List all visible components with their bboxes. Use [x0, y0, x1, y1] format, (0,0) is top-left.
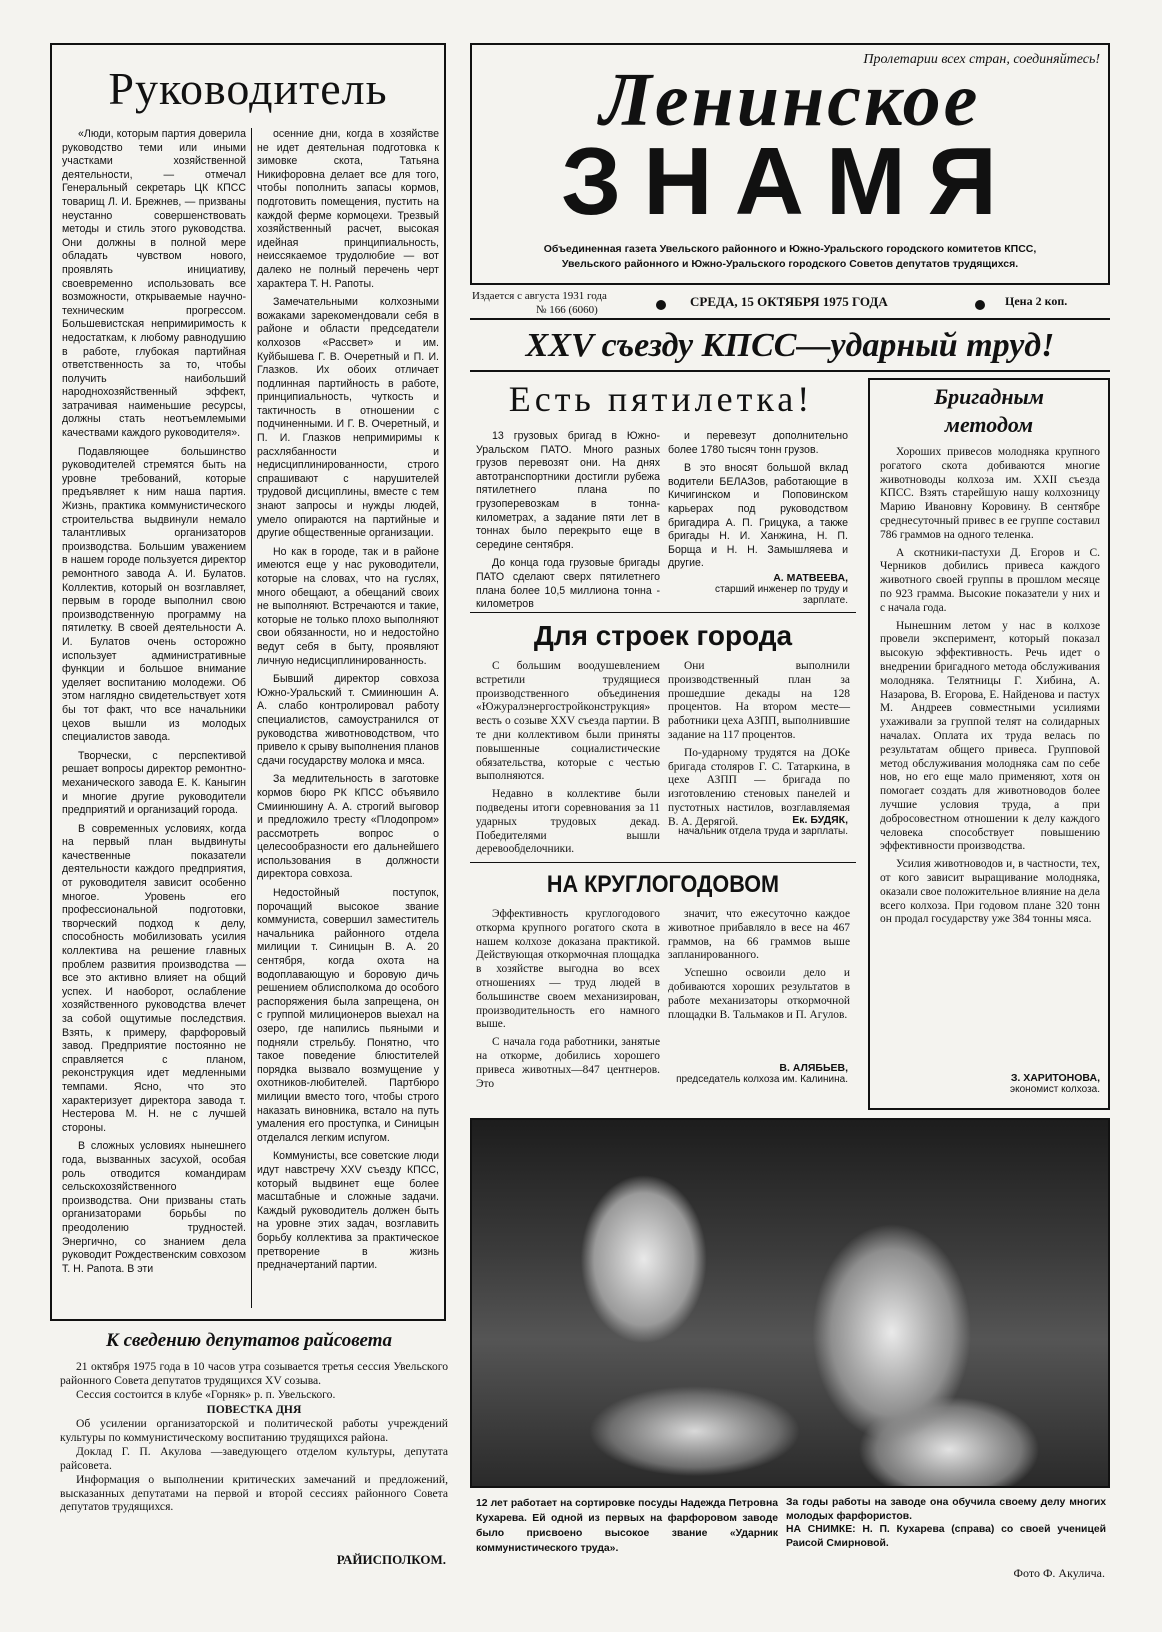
five-year-signature — [668, 572, 848, 606]
leader-paragraph: Коммунисты, все советские люди идут навстречу XXV съезду КПСС, который выдвинет еще более масштабные и сложные задачи. Каждый руководитель должен быть на уровне этих задач, возглавить борьбу коллектива за практическое претворение в жизнь предначертаний партии. — [257, 1150, 439, 1272]
yearround-column-2 — [668, 908, 850, 1058]
banner-bottom-rule — [470, 370, 1110, 372]
author-role: старший инженер по труду и зарплате. — [715, 584, 848, 606]
author-name: Ек. БУДЯК, — [792, 814, 848, 826]
photo-caption-left: 12 лет работает на сортировке посуды Надежда Петровна Кухарева. Ей одной из первых на фарфоровом заводе было присвоено высокое звание «Ударник коммунистического труда». — [476, 1498, 778, 1554]
masthead-bottom-rule — [470, 318, 1110, 320]
brigade-body — [880, 446, 1100, 1068]
city-column-1 — [476, 660, 660, 860]
author-role: экономист колхоза. — [1010, 1084, 1100, 1095]
five-year-paragraph: 13 грузовых бригад в Южно-Уральском ПАТО. Много разных грузов перевозят они. На днях автотранспортники достигли рубежа пятилетнего плана по грузоперевозкам в тонна-километрах, а задание пяти лет в тоннах было перекрыто еще в середине сентября. — [476, 430, 660, 551]
masthead-subtitle-1: Объединенная газета Увельского районного и Южно-Уральского городского комитетов КПСС, — [543, 243, 1037, 255]
yearround-column-1 — [476, 908, 660, 1094]
deputies-title: К сведению депутатов райсовета — [105, 1330, 393, 1351]
leader-paragraph: Замечательными колхозными вожаками зарекомендовали себя в районе и области председатели колхозов «Рассвет» и им. Куйбышева Г. В. Очеретный и П. И. Глазков. Их обоих отличает подлинная партийность в работе, принципиальность, чуткость и тактичность в отношении с подчиненными. И Г. В. Очеретный, и П. И. Глазков непримиримы к расхлябанности и недисциплинированности, строго спрашивают с нарушителей трудовой дисциплины, вместе с тем знают запросы и нужды людей, умело опираются на партийные и другие общественные организации. — [257, 296, 439, 540]
five-year-paragraph: и перевезут дополнительно более 1780 тысяч тонн грузов. — [668, 430, 848, 456]
yearround-signature — [668, 1062, 848, 1085]
photo-caption-note: НА СНИМКЕ: Н. П. Кухарева (справа) со своей ученицей Раисой Смирновой. — [786, 1524, 1106, 1549]
leader-paragraph: Недостойный поступок, порочащий высокое звание коммуниста, совершил заместитель начальника районного отдела милиции т. Синицын В. А. 20 сентября, когда охота на водоплавающую и боровую дичь решением облисполкома до особого распоряжения была запрещена, он с группой милиционеров выехал на озеро, где напились пьяными и подняли стрельбу. Понятно, что такое поведение блюстителей порядка вызвало возмущение у охотников-любителей. Партбюро милиции вместо того, чтобы строго наказать виновника, встало на путь умаления его проступка, и Синицын отделался легким испугом. — [257, 887, 439, 1144]
leader-column-divider — [251, 128, 252, 1308]
leader-paragraph: В современных условиях, когда на первый план выдвинуты качественные показатели деятельности каждого предприятия, от руководителя зависит особенно многое. Уровень его профессиональной подготовки, творческий подход к делу, способность мобилизовать усилия коллектива на решение главных проблем развития производства — все это активно влияет на общий успех. И наоборот, ослабление хозяйственного руководства влечет за собой ощутимые последствия. Взять, к примеру, фарфоровый завод. Предприятие постоянно не справляется с планом, реконструкция идет медленными темпами. Ясно, что это характеризует директора завода т. Нестерова М. Н. не с лучшей стороны. — [62, 822, 246, 1134]
five-year-column-1 — [476, 430, 660, 610]
deputies-agenda: ПОВЕСТКА ДНЯ — [206, 1402, 302, 1416]
city-title: Для строек города — [533, 620, 793, 651]
author-role: начальник отдела труда и зарплаты. — [678, 826, 848, 837]
deputies-paragraph: Сессия состоится в клубе «Горняк» р. п. Увельского. — [76, 1388, 336, 1401]
city-bottom-rule — [470, 862, 856, 863]
masthead-subtitle-2: Увельского районного и Южно-Уральского городского Советов депутатов трудящихся. — [561, 258, 1019, 270]
author-name: З. ХАРИТОНОВА, — [1010, 1072, 1100, 1084]
photo-caption-right — [786, 1496, 1106, 1566]
masthead-title-script: Ленинское — [599, 58, 981, 142]
issue-price: Цена 2 коп. — [1005, 294, 1068, 308]
five-year-title: Есть пятилетка! — [508, 379, 814, 419]
masthead-title-main: ЗНАМЯ — [561, 128, 1019, 235]
deputies-paragraph: 21 октября 1975 года в 10 часов утра созывается третья сессия Увельского районного Совета депутатов трудящихся XV созыва. — [60, 1360, 448, 1387]
brigade-title-1: Бригадным — [934, 384, 1044, 409]
leader-title: Руководитель — [108, 63, 388, 114]
five-year-column-2 — [668, 430, 848, 570]
brigade-paragraph: А скотники-пастухи Д. Егоров и С. Черников добились привеса каждого животного своей группы в прошлом месяце по 923 грамма. Высокие показатели у них и с начала года. — [880, 546, 1100, 614]
five-year-paragraph: До конца года грузовые бригады ПАТО сделают сверх пятилетнего плана более 10,5 миллиона тонна - километров — [476, 557, 660, 611]
photo-caption-text: За годы работы на заводе она обучила своему делу многих молодых фарфористов. — [786, 1497, 1106, 1522]
author-name: А. МАТВЕЕВА, — [773, 572, 848, 584]
yearround-title: НА КРУГЛОГОДОВОМ — [546, 871, 780, 898]
leader-paragraph: За медлительность в заготовке кормов бюро РК КПСС объявило Смиинюшину А. А. строгий выговор и предложило тресту «Плодопром» рассмотреть вопрос о целесообразности его дальнейшего использования в должности директора совхоза. — [257, 773, 439, 881]
masthead-motto: Пролетарии всех стран, соединяйтесь! — [863, 52, 1100, 67]
leader-column-2 — [257, 128, 439, 1314]
brigade-signature — [880, 1072, 1100, 1095]
deputies-paragraph: Доклад Г. П. Акулова —заведующего отделом культуры, депутата райсовета. — [60, 1445, 448, 1472]
city-signature — [668, 814, 848, 837]
bullet-dot — [656, 300, 666, 310]
author-name: В. АЛЯБЬЕВ, — [779, 1062, 848, 1074]
city-paragraph: Они выполнили производственный план за прошедшие декады на 128 процентов. На втором месте—работники цеха АЗПП, выполнившие задание на 117 процентов. — [668, 660, 850, 741]
city-paragraph: По-ударному трудятся на ДОКе бригада столяров Г. С. Татаркина, в цехе АЗПП — бригада по изготовлению стеновых панелей и пустотных настилов, возглавляемая В. А. Дерягой. — [668, 746, 850, 828]
banner-slogan: XXV съезду КПСС—ударный труд! — [525, 327, 1055, 364]
yearround-paragraph: значит, что ежесуточно каждое животное прибавляло в весе на 467 граммов, на 66 граммов выше запланированного. — [668, 908, 850, 962]
brigade-paragraph: Хороших привесов молодняка крупного рогатого скота добиваются многие животноводы колхоза им. XXII съезда КПСС. Взять старейшую нашу колхозницу Марию Ивановну Коровину. В сентябре среднесуточный привес в ее группе составил 786 граммов на одного теленка. — [880, 446, 1100, 541]
leader-paragraph: «Люди, которым партия доверила руководство теми или иными участками хозяйственной деятельности, — отмечал Генеральный секретарь ЦК КПСС товарищ Л. И. Брежнев, — призваны неустанно совершенствовать методы и стиль этого руководства. Они должны в полной мере обладать чувством нового, проявлять инициативу, своевременно использовать все возможности, открываемые научно-техническим прогрессом. Большевистская непримиримость к недостаткам, к любому равнодушию в работе, глубокая партийная ответственность за то, чтобы получить наибольший народнохозяйственный эффект, затрачивая наименьшие ресурсы, должны стать неотъемлемыми качествами каждого руководителя». — [62, 128, 246, 440]
leader-paragraph: осенние дни, когда в хозяйстве не идет деятельная подготовка к зимовке скота, Татьяна Никифоровна делает все для того, чтобы пополнить запасы кормов, подготовить помещения, пустить на каждой ферме кормоцехи. Трезвый хозяйственный расчет, высокая идейная принципиальность, неиссякаемое трудолюбие — вот далеко не полный перечень черт характера Т. Н. Рапоты. — [257, 128, 439, 290]
leader-paragraph: Подавляющее большинство руководителей стремятся быть на уровне требований, которые предъявляет к ним наша партия. Жизнь, практика коммунистического строительства выдвинули немало талантливых организаторов производства. Большим уважением в нашем городе пользуется директор ремонтного завода А. И. Булатов. Коллектив, который он возглавляет, первым в городе выполнил свою производственную программу на пятилетку. В своей деятельности А. И. Булатов очень осторожно использует административные функции и большое внимание уделяет воспитанию молодежи. Об этом наглядно свидетельствует хотя бы тот факт, что все начальники цехов вышли из молодых специалистов завода. — [62, 445, 246, 744]
issue-date: СРЕДА, 15 ОКТЯБРЯ 1975 ГОДА — [690, 294, 888, 309]
leader-column-1 — [62, 128, 246, 1314]
yearround-paragraph: Успешно освоили дело и добиваются хороших результатов в работе механизаторы откормочной площадки В. Тальмаков и П. Агулов. — [668, 967, 850, 1021]
bullet-dot — [975, 300, 985, 310]
factory-photo — [470, 1118, 1110, 1488]
author-role: председатель колхоза им. Калинина. — [676, 1074, 848, 1085]
yearround-paragraph: Эффективность круглогодового откорма крупного рогатого скота в нашем колхозе доказана практикой. Действующая откормочная площадка в хозяйстве выгодна во всех отношениях — труд людей в большинстве своем механизирован, производительность его намного выше. — [476, 908, 660, 1031]
photo-credit: Фото Ф. Акулича. — [1013, 1566, 1105, 1580]
yearround-paragraph: С начала года работники, занятые на откорме, добились хорошего привеса животных—847 центнеров. Это — [476, 1036, 660, 1090]
brigade-title-2: методом — [944, 412, 1034, 437]
city-paragraph: С большим воодушевлением встретили трудящиеся производственного объединения «Южуралэнергостройконструкция» весть о созыве XXV съезда партии. В те дни коллективом были приняты повышенные социалистические обязательства, которые с честью выполняются. — [476, 660, 660, 783]
city-paragraph: Недавно в коллективе были подведены итоги соревнования за 11 ударных трудовых декад. Победителями вышли деревообделочники. — [476, 788, 660, 856]
deputies-paragraph: Информация о выполнении критических замечаний и предложений, высказанных депутатами на первой и второй сессиях районного Совета депутатов трудящихся. — [60, 1473, 448, 1513]
brigade-paragraph: Нынешним летом у нас в колхозе провели эксперимент, который показал высокую эффективность. Речь идет о внедрении бригадного метода обслуживания молодняка. Телятницы Г. Хибина, А. Назарова, В. Егорова, Е. Найденова и пастух М. Андреев совместными усилиями ухаживали за группой телят на солидарных началах. Оплата их труда велась по результатам общего привеса. Групповой метод обслуживания молодняка сам по себе нов, но его еще мало применяют, хотя он помогает создать для животноводов более лучшие условия труда, а при добросовестном отношении к делу каждого человека способствует повышению эффективности производства. — [880, 619, 1100, 853]
leader-paragraph: Творчески, с перспективой решает вопросы директор ремонтно-механического завода Е. К. Каныгин и многие другие руководители предприятий и организаций города. — [62, 749, 246, 817]
deputies-signature: РАЙИСПОЛКОМ. — [336, 1552, 446, 1567]
leader-paragraph: Бывший директор совхоза Южно-Уральский т. Смиинюшин А. А. слабо контролировал работу специалистов, самоустранился от руководства животноводством, что привело к срыву выполнения планов сдачи государству молока и мяса. — [257, 673, 439, 767]
deputies-body — [60, 1360, 448, 1550]
leader-paragraph: В сложных условиях нынешнего года, вызванных засухой, особая роль отводится командирам сельскохозяйственного производства. Они призваны стать организаторами борьбы по преодолению трудностей. Энергично, со знанием дела руководит Рождественским совхозом Т. Н. Рапота. В эти — [62, 1140, 246, 1275]
brigade-paragraph: Усилия животноводов и, в частности, тех, от кого зависит выращивание молодняка, оказали свое положительное влияние на дела всего колхоза. При годовом плане 320 тонн он продал государству уже 384 тонны мяса. — [880, 858, 1100, 926]
deputies-paragraph: Об усилении организаторской и политической работы учреждений культуры по коммунистическому воспитанию трудящихся района. — [60, 1417, 448, 1444]
issue-since: Издается с августа 1931 года — [472, 290, 607, 302]
issue-number: № 166 (6060) — [536, 304, 598, 316]
five-year-bottom-rule — [470, 612, 856, 613]
five-year-paragraph: В это вносят большой вклад водители БЕЛАЗов, работающие в Кичигинском и Поповинском карьерах под руководством бригадира А. П. Грицука, а также бригады Н. И. Ханжина, Н. П. Борща и Н. Н. Замышляева и другие. — [668, 462, 848, 570]
leader-paragraph: Но как в городе, так и в районе имеются еще у нас руководители, которые на словах, что на гуслях, много обещают, а обещаний своих не выполняют. Встречаются и такие, которые не только плохо выполняют свои обязанности, но и недостойно ведут себя в быту, проявляют личную недисциплинированность. — [257, 545, 439, 667]
